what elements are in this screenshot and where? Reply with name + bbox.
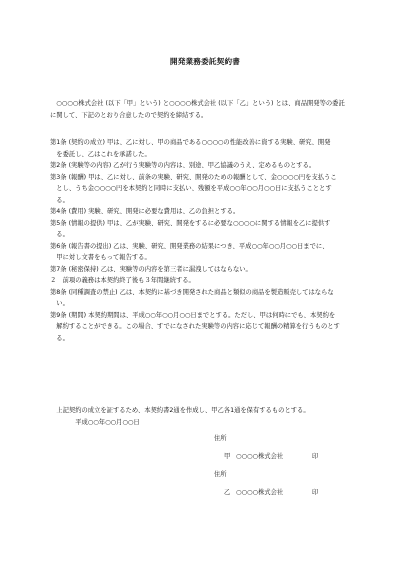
article-4-line: 第4条 (費用) 実験、研究、開発に必要な費用は、乙の負担とする。 <box>50 208 240 215</box>
article-8-line: い。 <box>50 300 69 307</box>
article-2-line: 第2条 (実験等の内容) 乙が行う実験等の内容は、別途、甲乙協議のうえ、定めるものとする。 <box>50 162 316 169</box>
article-7-line: 第7条 (秘密保持) 乙は、実験等の内容を第三者に漏洩してはならない。 <box>50 265 252 273</box>
intro-line: に関して、下記のとおり合意したので契約を締結する。 <box>50 111 208 119</box>
article-3-line: 第3条 (報酬) 甲は、乙に対し、前条の実験、研究、開発のための報酬として、金○○○○円を支払うこ <box>50 173 337 181</box>
party-1-name: ○○○○株式会社 <box>236 453 284 460</box>
address-label-party-2: 住所 <box>214 471 227 478</box>
intro-line: ○○○○株式会社 (以下「甲」という) と○○○○株式会社 (以下「乙」という) とは、商品開発等の委託 <box>50 100 345 107</box>
article-7-clause-2-line: ２ 前項の義務は本契約終了後も３年間継続する。 <box>50 277 195 284</box>
address-label-party-1: 住所 <box>214 435 227 442</box>
article-9-line: 第9条 (期間) 本契約期間は、平成○○年○○月○○日までとする。ただし、甲は何時にでも、本契約を <box>50 311 336 319</box>
article-6-line: 甲に対し文書をもって報告する。 <box>50 254 151 261</box>
article-1-line: 第1条 (契約の成立) 甲は、乙に対し、甲の商品である○○○○の性能改善に資する実験、研究、開発 <box>50 139 331 146</box>
article-6-line: 第6条 (報告書の提出) 乙は、実験、研究、開発業務の結果につき、平成○○年○○月○○日までに、 <box>50 242 329 250</box>
article-list <box>50 137 380 344</box>
party-2-mark: 乙 <box>224 489 231 496</box>
article-9-line: る。 <box>50 334 69 342</box>
intro-paragraph <box>50 98 380 121</box>
article-1-line: を委託し、乙はこれを承諾した。 <box>50 150 151 158</box>
article-3-line: とし、うち金○○○○円を本契約と同時に支払い、残額を平成○○年○○月○○日に支払うこととす <box>50 185 332 192</box>
closing-paragraph <box>50 405 380 428</box>
closing-line: 上記契約の成立を証するため、本契約書2通を作成し、甲乙各1通を保有するものとする。 <box>50 407 310 414</box>
article-3-line: る。 <box>50 196 69 204</box>
article-8-line: 第8条 (同種調査の禁止) 乙は、本契約に基づき開発された商品と類似の商品を製造販売してはならな <box>50 288 334 296</box>
document-title: 開発業務委託契約書 <box>169 57 241 66</box>
contract-date: 平成○○年○○月○○日 <box>50 418 140 426</box>
party-1-mark: 甲 <box>224 453 231 460</box>
party-2-seal: 印 <box>312 489 319 496</box>
article-9-line: 解約することができる。この場合、すでになされた実験等の内容に応じて報酬の精算を行うものとす <box>50 323 340 330</box>
article-5-line: る。 <box>50 231 69 238</box>
party-1-seal: 印 <box>312 453 319 460</box>
party-2-name: ○○○○株式会社 <box>236 489 284 496</box>
article-5-line: 第5条 (情報の提供) 甲は、乙が実験、研究、開発をするに必要な○○○○に関する情報を乙に提供す <box>50 219 331 227</box>
